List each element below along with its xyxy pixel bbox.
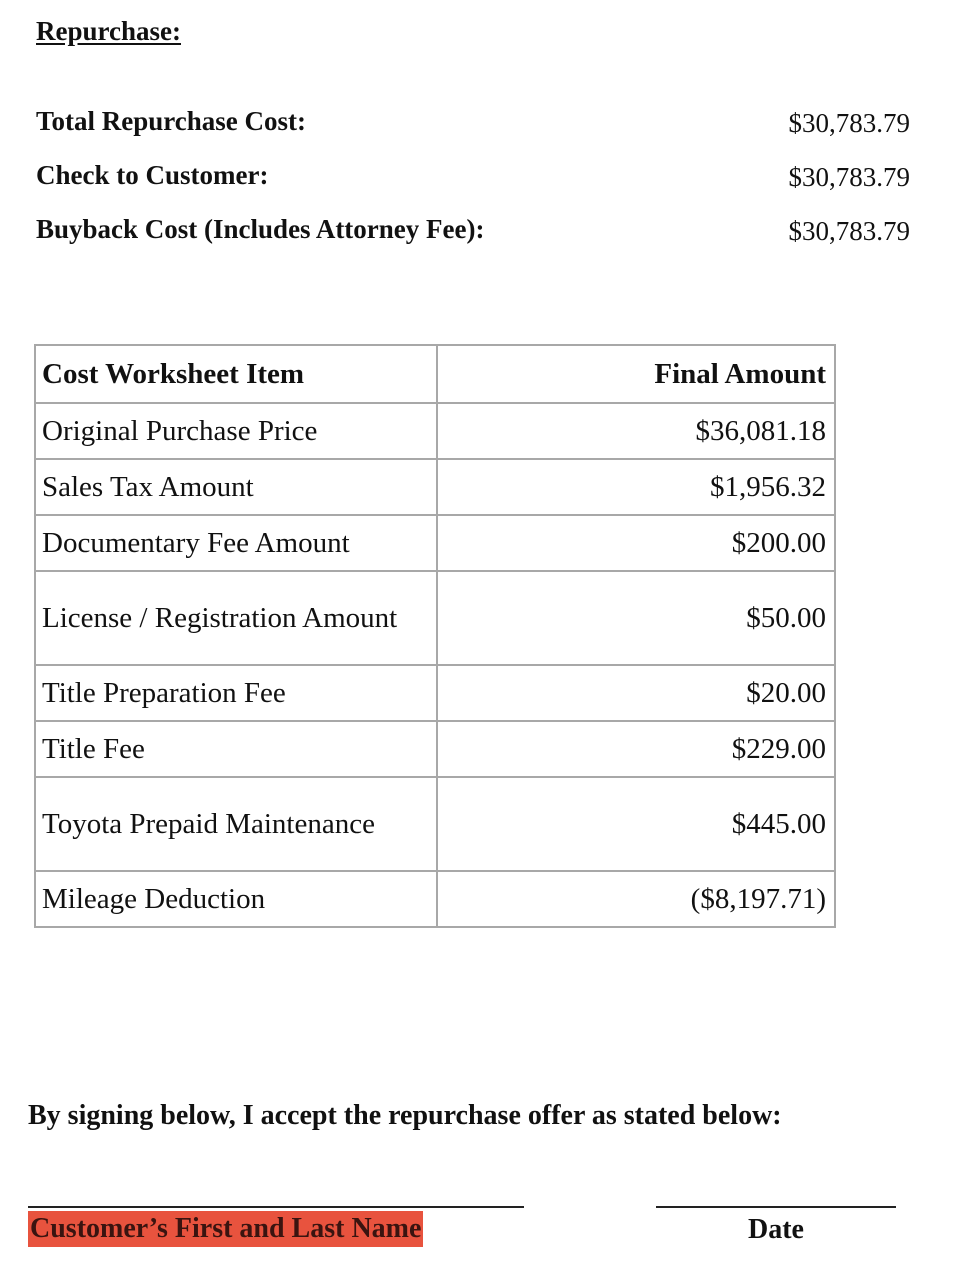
row-item: Mileage Deduction <box>35 871 437 927</box>
summary-row-buyback-cost <box>36 214 910 248</box>
summary-value: $30,783.79 <box>788 216 910 246</box>
table-row <box>35 571 835 665</box>
row-item: Title Preparation Fee <box>35 665 437 721</box>
section-heading: Repurchase: <box>36 16 181 46</box>
table-row <box>35 721 835 777</box>
row-amount: $36,081.18 <box>437 403 835 459</box>
cost-worksheet-table <box>34 344 836 928</box>
row-amount: $1,956.32 <box>437 459 835 515</box>
table-row <box>35 515 835 571</box>
table-row <box>35 403 835 459</box>
date-signature-line <box>656 1206 896 1208</box>
table-row <box>35 871 835 927</box>
table-row <box>35 459 835 515</box>
row-item: Toyota Prepaid Maintenance <box>35 777 437 871</box>
row-amount: $445.00 <box>437 777 835 871</box>
date-label: Date <box>748 1214 804 1245</box>
summary-label: Check to Customer: <box>36 160 269 190</box>
summary-label: Buyback Cost (Includes Attorney Fee): <box>36 214 485 244</box>
row-amount: $20.00 <box>437 665 835 721</box>
row-amount: $200.00 <box>437 515 835 571</box>
summary-value: $30,783.79 <box>788 108 910 138</box>
summary-value: $30,783.79 <box>788 162 910 192</box>
row-item: License / Registration Amount <box>35 571 437 665</box>
summary-label: Total Repurchase Cost: <box>36 106 307 136</box>
column-header-item: Cost Worksheet Item <box>35 345 437 403</box>
summary-row-total-repurchase-cost <box>36 106 910 140</box>
customer-name-label: Customer’s First and Last Name <box>28 1211 423 1247</box>
row-amount: $50.00 <box>437 571 835 665</box>
summary-row-check-to-customer <box>36 160 910 194</box>
row-item: Original Purchase Price <box>35 403 437 459</box>
table-header-row <box>35 345 835 403</box>
row-item: Sales Tax Amount <box>35 459 437 515</box>
column-header-amount: Final Amount <box>437 345 835 403</box>
row-amount: ($8,197.71) <box>437 871 835 927</box>
name-signature-line <box>28 1206 524 1208</box>
row-item: Title Fee <box>35 721 437 777</box>
signature-statement: By signing below, I accept the repurchase offer as stated below: <box>28 1100 782 1131</box>
row-amount: $229.00 <box>437 721 835 777</box>
row-item: Documentary Fee Amount <box>35 515 437 571</box>
table-row <box>35 665 835 721</box>
table-row <box>35 777 835 871</box>
